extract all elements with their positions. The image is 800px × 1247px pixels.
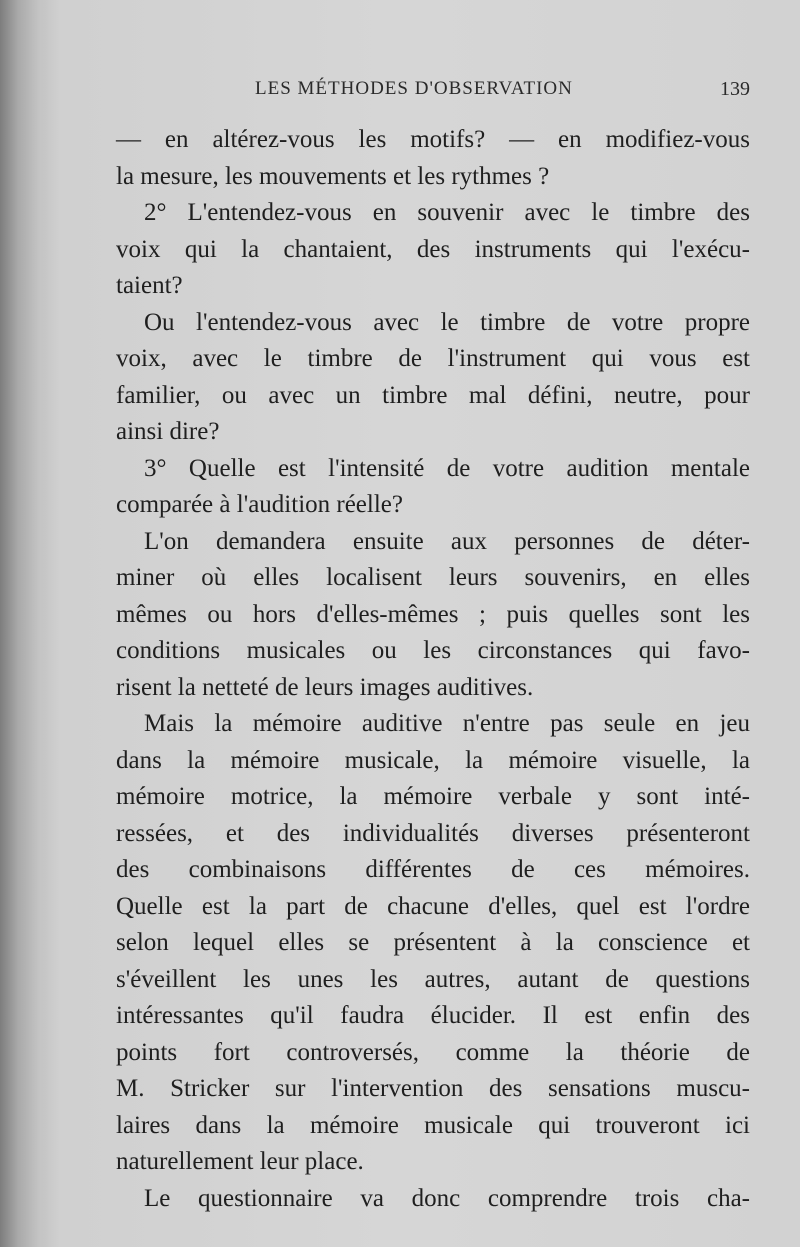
text-line: ressées, et des individualités diverses présenteront <box>116 819 750 847</box>
text-line: selon lequel elles se présentent à la conscience et <box>116 929 750 956</box>
text-line: points fort controversés, comme la théorie de <box>116 1038 750 1066</box>
text-line: 3° Quelle est l'intensité de votre audition mentale <box>144 454 750 482</box>
text-line: risent la netteté de leurs images auditives. <box>116 673 534 701</box>
text-line: s'éveillent les unes les autres, autant de questions <box>116 965 750 993</box>
text-line: ainsi dire? <box>116 418 220 445</box>
text-line: laires dans la mémoire musicale qui trouveront ici <box>116 1111 750 1139</box>
text-line: mêmes ou hors d'elles-mêmes ; puis quelles sont les <box>116 600 750 628</box>
text-line: naturellement leur place. <box>116 1148 364 1175</box>
text-line: voix qui la chantaient, des instruments qui l'exécu- <box>116 235 750 263</box>
text-line: Quelle est la part de chacune d'elles, quel est l'ordre <box>116 892 750 920</box>
text-line: taient? <box>116 272 183 299</box>
text-line: conditions musicales ou les circonstances qui favo- <box>116 637 750 664</box>
body-text <box>116 122 750 1217</box>
text-line: L'on demandera ensuite aux personnes de déter- <box>144 527 750 555</box>
text-line: — en altérez-vous les motifs? — en modifiez-vous <box>116 126 750 153</box>
text-line: mémoire motrice, la mémoire verbale y sont inté- <box>116 783 750 810</box>
page-header <box>115 78 750 106</box>
text-line: miner où elles localisent leurs souvenirs, en elles <box>116 564 750 591</box>
running-title: LES MÉTHODES D'OBSERVATION <box>255 78 573 99</box>
text-line: intéressantes qu'il faudra élucider. Il est enfin des <box>116 1002 750 1029</box>
text-line: la mesure, les mouvements et les rythmes ? <box>116 162 550 190</box>
text-line: voix, avec le timbre de l'instrument qui vous est <box>116 345 750 372</box>
text-line: M. Stricker sur l'intervention des sensations muscu- <box>116 1075 750 1102</box>
text-line: Ou l'entendez-vous avec le timbre de votre propre <box>144 308 750 336</box>
text-line: comparée à l'audition réelle? <box>116 491 403 518</box>
text-line: 2° L'entendez-vous en souvenir avec le timbre des <box>144 199 750 226</box>
text-line: familier, ou avec un timbre mal défini, neutre, pour <box>116 381 750 409</box>
text-line: Le questionnaire va donc comprendre trois cha- <box>144 1184 750 1212</box>
page-number: 139 <box>720 78 750 100</box>
text-line: dans la mémoire musicale, la mémoire visuelle, la <box>116 746 750 774</box>
text-line: Mais la mémoire auditive n'entre pas seule en jeu <box>144 710 750 737</box>
page-gutter-shadow <box>0 0 48 1247</box>
text-line: des combinaisons différentes de ces mémoires. <box>116 856 750 883</box>
